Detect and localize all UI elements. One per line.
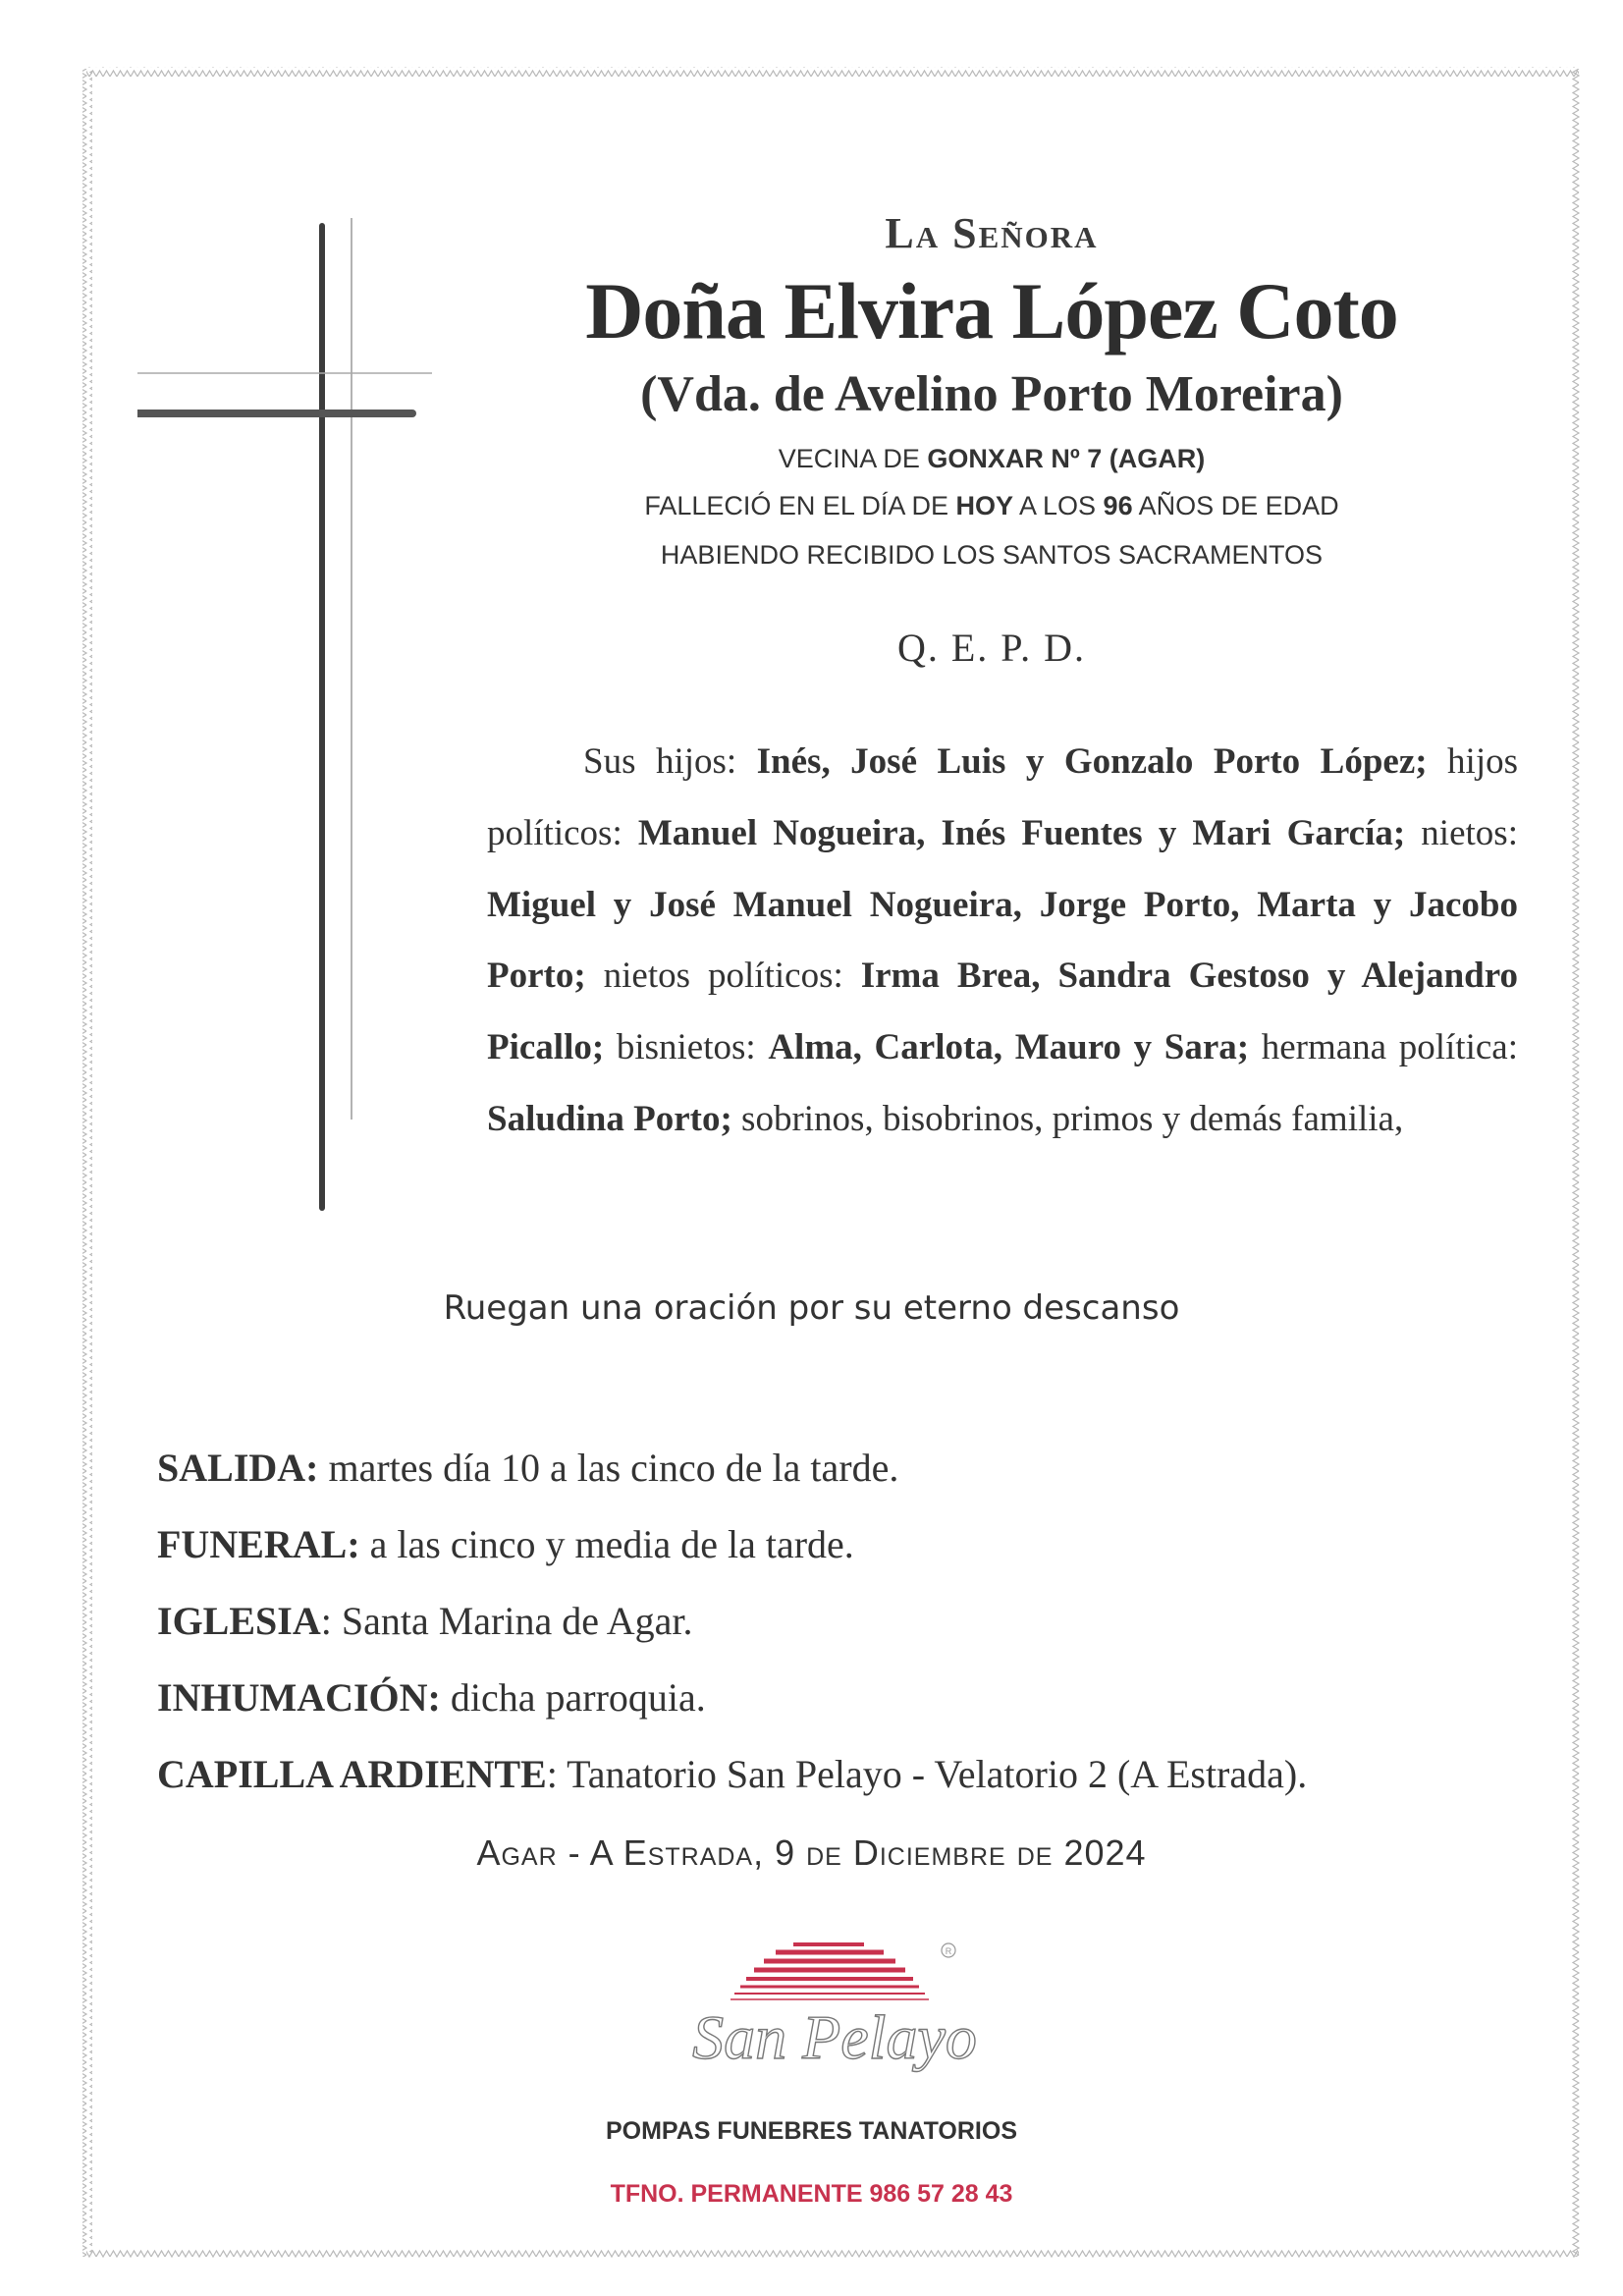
detail-inhumacion: INHUMACIÓN: dicha parroquia.: [157, 1675, 706, 1720]
company-tagline: POMPAS FUNEBRES TANATORIOS: [605, 2117, 1017, 2145]
company-phone: TFNO. PERMANENTE 986 57 28 43: [610, 2180, 1013, 2208]
san-pelayo-logo: [677, 1933, 992, 2119]
cross-icon: [137, 216, 452, 1228]
svg-text:R: R: [945, 1946, 952, 1956]
honorific: La Señora: [885, 209, 1099, 257]
svg-text:San Pelayo: San Pelayo: [692, 2002, 977, 2072]
deceased-name: Doña Elvira López Coto: [585, 266, 1398, 355]
rip-abbreviation: Q. E. P. D.: [896, 626, 1087, 670]
detail-capilla: CAPILLA ARDIENTE: Tanatorio San Pelayo - Velatorio 2 (A Estrada).: [157, 1752, 1308, 1796]
detail-iglesia: IGLESIA: Santa Marina de Agar.: [157, 1599, 693, 1643]
death-line: FALLECIÓ EN EL DÍA DE HOY A LOS 96 AÑOS DE EDAD: [644, 491, 1339, 520]
prayer-line: Ruegan una oración por su eterno descanso: [443, 1288, 1180, 1328]
sacraments-line: HABIENDO RECIBIDO LOS SANTOS SACRAMENTOS: [660, 540, 1324, 570]
family-paragraph: Sus hijos: Inés, José Luis y Gonzalo Porto López; hijos políticos: Manuel Nogueira, Inés Fuentes y Mari García; nietos: Miguel y José Manuel Nogueira, Jorge Porto, Marta y Jacobo Porto; nietos políticos: Irma Brea, Sandra Gestoso y Alejandro Picallo; bisnietos: Alma, Carlota, Mauro y Sara; hermana política: Saludina Porto; sobrinos, bisobrinos, primos y demás familia,: [487, 741, 1519, 1139]
widow-of: (Vda. de Avelino Porto Moreira): [640, 366, 1343, 422]
funeral-details: [157, 1430, 1551, 1813]
detail-funeral: FUNERAL: a las cinco y media de la tarde.: [157, 1522, 854, 1566]
detail-salida: SALIDA: martes día 10 a las cinco de la tarde.: [157, 1446, 899, 1490]
residence-line: VECINA DE GONXAR Nº 7 (AGAR): [778, 444, 1206, 473]
dateline: Agar - A Estrada, 9 de Diciembre de 2024: [476, 1832, 1147, 1873]
